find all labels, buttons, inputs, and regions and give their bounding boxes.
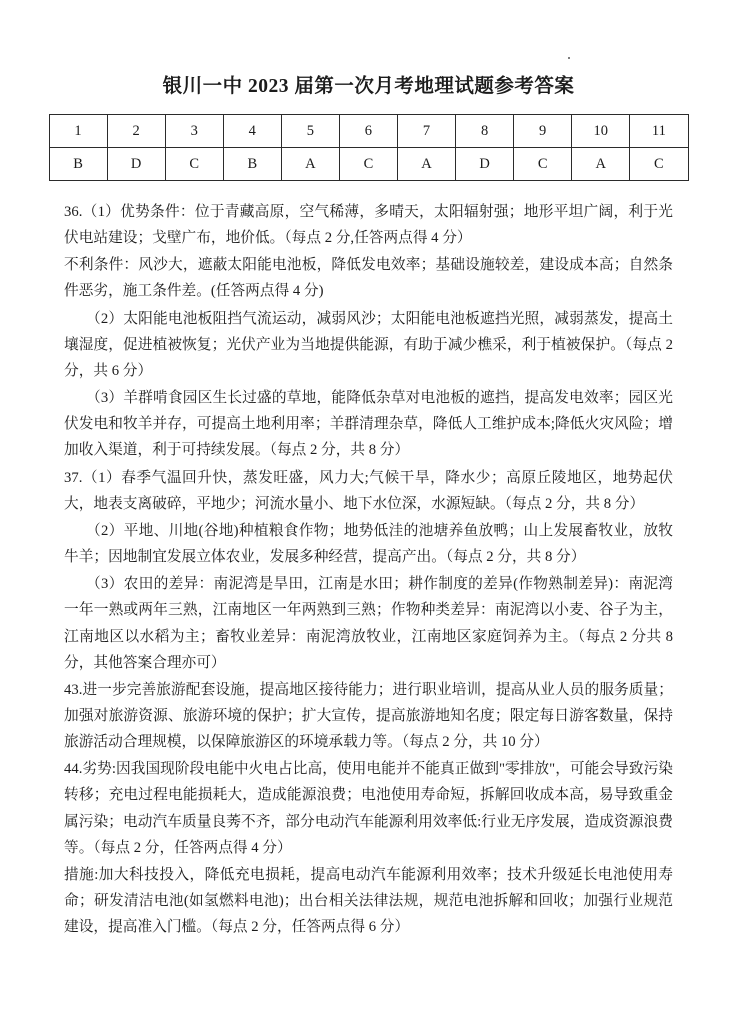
table-cell-number: 4: [223, 115, 281, 148]
table-cell-number: 3: [165, 115, 223, 148]
table-cell-answer: C: [514, 148, 572, 181]
paragraph-36-2: （2）太阳能电池板阻挡气流运动，减弱风沙；太阳能电池板遮挡光照，减弱蒸发，提高土壤湿度，促进植被恢复；光伏产业为当地提供能源，有助于减少樵采，利于植被保护。（每点 2 分，共 6 分）: [64, 310, 673, 379]
table-cell-number: 10: [572, 115, 630, 148]
paragraph-36-3: （3）羊群啃食园区生长过盛的草地，能降低杂草对电池板的遮挡，提高发电效率；园区光伏发电和牧羊并存，可提高土地利用率；羊群清理杂草，降低人工维护成本;降低火灾风险；增加收入渠道，利于可持续发展。（每点 2 分，共 8 分）: [64, 390, 673, 459]
table-cell-answer: A: [572, 148, 630, 181]
table-cell-number: 5: [281, 115, 339, 148]
answer-body: [64, 199, 673, 940]
table-cell-answer: B: [49, 148, 107, 181]
table-cell-answer: B: [223, 148, 281, 181]
table-cell-number: 6: [339, 115, 397, 148]
stray-mark: [568, 57, 570, 59]
paragraph-37-2: （2）平地、川地(谷地)种植粮食作物；地势低洼的池塘养鱼放鸭；山上发展畜牧业，放牧牛羊；因地制宜发展立体农业，发展多种经营，提高产出。（每点 2 分，共 8 分）: [64, 522, 673, 566]
paragraph-36-1-advantages: 36.（1）优势条件：位于青藏高原，空气稀薄，多晴天，太阳辐射强；地形平坦广阔，利于光伏电站建设；戈壁广布，地价低。（每点 2 分,任答两点得 4 分）: [64, 204, 673, 247]
table-cell-answer: C: [630, 148, 688, 181]
paragraph-36-1-disadvantages: 不利条件：风沙大，遮蔽太阳能电池板，降低发电效率；基础设施较差，建设成本高；自然条件恶劣，施工条件差。(任答两点得 4 分): [64, 257, 673, 300]
table-row-answers: [49, 148, 688, 181]
table-cell-answer: A: [397, 148, 455, 181]
table-cell-answer: D: [456, 148, 514, 181]
table-cell-number: 8: [456, 115, 514, 148]
table-cell-answer: D: [107, 148, 165, 181]
table-cell-answer: A: [281, 148, 339, 181]
table-cell-number: 9: [514, 115, 572, 148]
paragraph-37-1: 37.（1）春季气温回升快，蒸发旺盛，风力大;气候干旱，降水少；高原丘陵地区，地势起伏大，地表支离破碎，平地少；河流水量小、地下水位深，水源短缺。（每点 2 分，共 8 分）: [64, 469, 673, 512]
paragraph-44-measures: 措施:加大科技投入，降低充电损耗，提高电动汽车能源利用效率；技术升级延长电池使用寿命；研发清洁电池(如氢燃料电池)；出台相关法律法规，规范电池拆解和回收；加强行业规范建设，提高准入门槛。（每点 2 分，任答两点得 6 分）: [64, 866, 673, 936]
paragraph-44-disadvantages: 44.劣势:因我国现阶段电能中火电占比高，使用电能并不能真正做到"零排放"，可能会导致污染转移；充电过程电能损耗大，造成能源浪费；电池使用寿命短，拆解回收成本高，易导致重金属污染；电动汽车质量良莠不齐，部分电动汽车能源利用效率低:行业无序发展，造成资源浪费等。（每点 2 分，任答两点得 4 分）: [64, 761, 673, 856]
paragraph-37-3: （3）农田的差异：南泥湾是旱田，江南是水田；耕作制度的差异(作物熟制差异)：南泥湾一年一熟或两年三熟，江南地区一年两熟到三熟；作物种类差异：南泥湾以小麦、谷子为主，江南地区以水稻为主；畜牧业差异：南泥湾放牧业，江南地区家庭饲养为主。（每点 2 分共 8 分，其他答案合理亦可）: [64, 576, 673, 671]
page-title: 银川一中 2023 届第一次月考地理试题参考答案: [162, 76, 575, 97]
answer-table-wrapper: [49, 114, 689, 181]
table-cell-answer: C: [339, 148, 397, 181]
table-cell-number: 7: [397, 115, 455, 148]
table-row-numbers: [49, 115, 688, 148]
table-cell-number: 11: [630, 115, 688, 148]
table-cell-number: 1: [49, 115, 107, 148]
table-cell-number: 2: [107, 115, 165, 148]
paragraph-43: 43.进一步完善旅游配套设施，提高地区接待能力；进行职业培训，提高从业人员的服务质量；加强对旅游资源、旅游环境的保护；扩大宣传，提高旅游地知名度；限定每日游客数量，保持旅游活动合理规模，以保障旅游区的环境承载力等。（每点 2 分，共 10 分）: [64, 681, 673, 751]
answer-key-table: [49, 114, 689, 181]
table-cell-answer: C: [165, 148, 223, 181]
